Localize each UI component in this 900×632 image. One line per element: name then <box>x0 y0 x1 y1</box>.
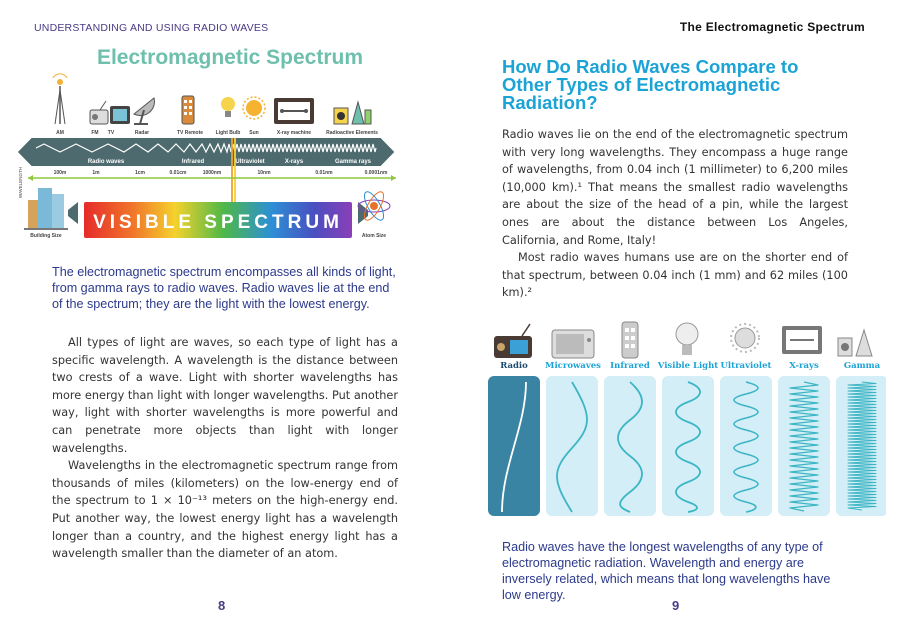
scale-label: 100m <box>53 170 67 176</box>
visible-arrow-left <box>68 202 78 224</box>
source-label: Radioactive Elements <box>326 130 378 136</box>
scale-label: 0.01nm <box>315 170 333 176</box>
band-label: Infrared <box>181 159 205 165</box>
axis-arrow-left <box>28 175 33 181</box>
paragraph: Most radio waves humans use are on the shorter end of that spectrum, between 0.04 inch (1 mm) and 62 miles (100 km).² <box>502 251 848 300</box>
column-label: X-rays <box>789 361 819 371</box>
scale-labels <box>54 170 388 176</box>
light-bulb-icon <box>676 323 698 355</box>
page-number-right: 9 <box>672 598 680 613</box>
section-heading: How Do Radio Waves Compare to Other Types of Electromagnetic Radiation? <box>502 56 799 113</box>
source-label: X-ray machine <box>276 130 312 136</box>
building-icon <box>24 188 68 230</box>
column-label: Infrared <box>610 361 650 371</box>
xray-icon <box>782 326 822 354</box>
paragraph: All types of light are waves, so each type of light has a specific wavelength. A wavelength is the distance between two crests of a wave. Light with shorter wavelengths has more energy than light with longer wavelengths. Put another way, light with shorter wavelengths is more powerful and can penetrate more objects than light with longer wavelengths. <box>52 336 398 455</box>
wave-card-visible-light <box>662 376 714 516</box>
source-label: FM <box>91 130 99 136</box>
band-label: Radio waves <box>87 159 125 165</box>
am-tower-icon <box>53 74 67 124</box>
radio-icon <box>494 324 532 358</box>
band-label: Ultraviolet <box>235 159 265 165</box>
scale-label: 10nm <box>257 170 271 176</box>
axis-arrow-right <box>391 175 396 181</box>
fm-radio-icon <box>90 101 108 124</box>
paragraph: Radio waves lie on the end of the electromagnetic spectrum with very long wavelengths. They encompass a huge range of wavelengths, from 0.04 inch (1 millimeter) to 6,200 miles (10,000 km).¹ That means the smallest radio wavelengths are about the size of the head of a pin, while the largest ones are about the distance between Los Angeles, California, and Rome, Italy! <box>502 128 848 247</box>
comparison-figure <box>486 316 886 520</box>
figure-caption-left: The electromagnetic spectrum encompasses all kinds of light, from gamma rays to radio waves. Radio waves lie at the end of the spectrum; they are the light with the lowest energy. <box>52 265 396 311</box>
column-label: Visible Light <box>657 361 719 371</box>
source-label: TV Remote <box>176 130 204 136</box>
band-label: Gamma rays <box>334 159 372 165</box>
microwave-icon <box>552 330 594 358</box>
source-label: Sun <box>249 130 259 136</box>
xray-machine-icon <box>274 98 314 124</box>
radioactive-elements-icon <box>334 102 371 124</box>
spectrum-figure <box>16 70 396 242</box>
sun-icon <box>731 324 759 352</box>
page-number-left: 8 <box>218 598 226 613</box>
column-label: Radio <box>500 361 528 371</box>
column-label: Ultraviolet <box>720 361 772 371</box>
wave-card-ultraviolet <box>720 376 772 516</box>
column-label: Gamma <box>843 361 881 371</box>
source-label: Light Bulb <box>215 130 241 136</box>
size-right-label: Atom Size <box>361 233 387 239</box>
light-bulb-icon <box>221 97 235 117</box>
scale-label: 1m <box>92 170 100 176</box>
visible-spectrum-label: VISIBLE SPECTRUM <box>93 212 343 233</box>
source-label: TV <box>107 130 115 136</box>
radar-dish-icon <box>134 98 154 124</box>
source-label: Radar <box>134 130 150 136</box>
tv-icon <box>110 106 130 124</box>
running-head-left: UNDERSTANDING AND USING RADIO WAVES <box>34 22 269 34</box>
wave-card-infrared <box>604 376 656 516</box>
remote-icon <box>622 322 638 358</box>
column-labels <box>500 361 880 371</box>
column-label: Microwaves <box>545 361 601 371</box>
body-text-left <box>52 334 398 563</box>
radioactive-icon <box>838 330 872 356</box>
body-text-right <box>502 126 848 302</box>
tv-remote-icon <box>182 96 194 124</box>
source-label: AM <box>56 130 64 136</box>
figure-caption-right: Radio waves have the longest wavelengths of any type of electromagnetic radiation. Wavelength and energy are inversely related, which means that long wavelengths have low energy. <box>502 540 831 602</box>
wave-card-microwaves <box>546 376 598 516</box>
band-label: X-rays <box>284 159 304 165</box>
scale-label: 0.0001nm <box>364 170 388 176</box>
source-labels <box>56 130 378 136</box>
axis-label: WAVELENGTH <box>18 166 23 198</box>
paragraph: Wavelengths in the electromagnetic spectrum range from thousands of miles (kilometers) on the low-energy end of the spectrum to 1 × 10⁻¹³ meters on the high-energy end. Put another way, the lowest energy light has a wavelength longer than a country, and the highest energy light has a wavelength smaller than the diameter of an atom. <box>52 459 398 561</box>
sun-icon <box>243 97 265 119</box>
size-left-label: Building Size <box>30 233 62 239</box>
scale-label: 0.01cm <box>169 170 187 176</box>
scale-label: 1cm <box>134 170 146 176</box>
running-head-right: The Electromagnetic Spectrum <box>679 20 865 34</box>
scale-label: 1000nm <box>202 170 222 176</box>
figure-title: Electromagnetic Spectrum <box>96 46 364 69</box>
